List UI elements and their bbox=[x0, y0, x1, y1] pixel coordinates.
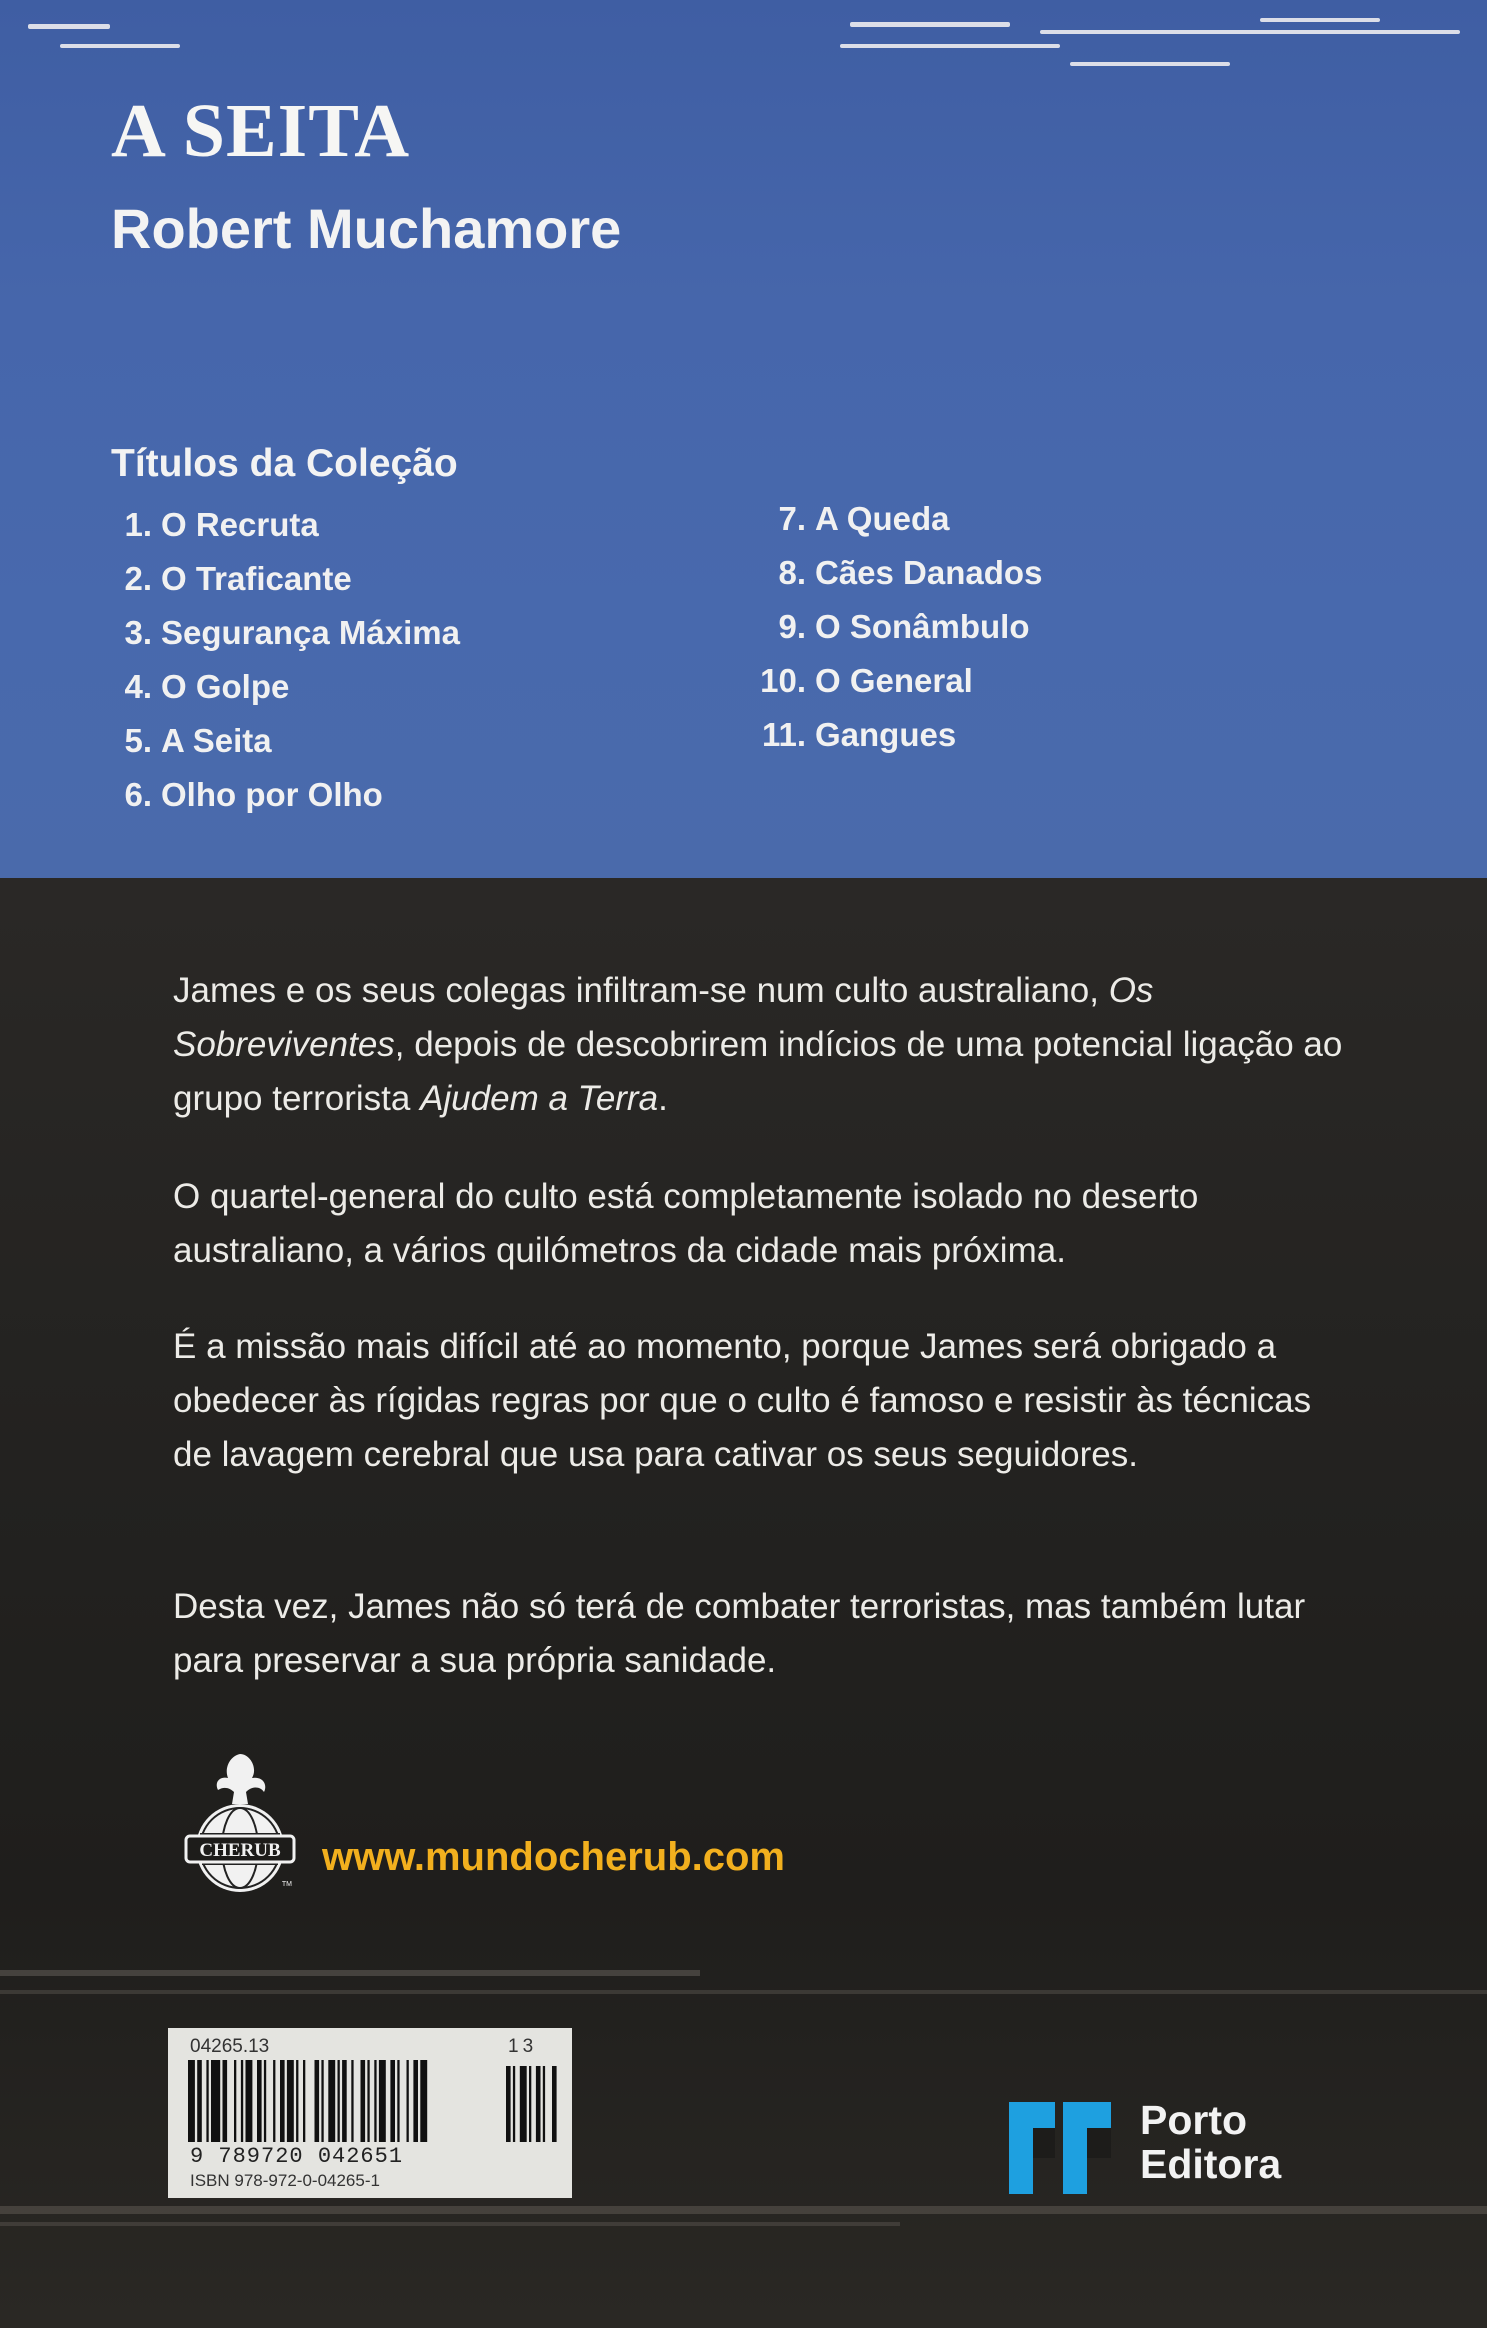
cherub-website-link[interactable]: www.mundocherub.com bbox=[322, 1835, 785, 1879]
barcode-bar bbox=[529, 2066, 531, 2142]
barcode-bar bbox=[296, 2060, 298, 2142]
barcode-icon bbox=[188, 2060, 558, 2142]
collection-item: 9. O Sonâmbulo bbox=[778, 608, 1030, 645]
barcode-bar bbox=[197, 2060, 202, 2142]
barcode-bar bbox=[273, 2060, 275, 2142]
decorative-streak bbox=[28, 24, 110, 29]
decorative-streak bbox=[0, 2206, 1487, 2214]
barcode-bar bbox=[361, 2060, 366, 2142]
isbn-label: ISBN 978-972-0-04265-1 bbox=[190, 2171, 380, 2190]
blurb-paragraph: Desta vez, James não só terá de combater terroristas, mas também lutar para preservar a sua própria sanidade. bbox=[173, 1587, 1306, 1680]
barcode-bar bbox=[367, 2060, 369, 2142]
decorative-streak bbox=[850, 22, 1010, 27]
barcode-bar bbox=[315, 2060, 320, 2142]
collection-item: 7. A Queda bbox=[778, 500, 950, 537]
collection-item: 10. O General bbox=[760, 662, 973, 699]
decorative-streak bbox=[60, 44, 180, 48]
decorative-streak bbox=[1260, 18, 1380, 22]
barcode-bar bbox=[379, 2060, 386, 2142]
barcode-bar bbox=[234, 2060, 236, 2142]
trademark-mark: TM bbox=[281, 1881, 292, 1888]
barcode-bar bbox=[321, 2060, 323, 2142]
barcode-bar bbox=[374, 2060, 376, 2142]
blurb-paragraph: James e os seus colegas infiltram-se num culto australiano, Os Sobreviventes, depois de descobrirem indícios de uma potencial ligação ao grupo terrorista Ajudem a Terra. bbox=[173, 971, 1343, 1118]
barcode-bar bbox=[536, 2066, 541, 2142]
porto-editora-logo-icon bbox=[1005, 2098, 1115, 2198]
blurb-paragraph: O quartel-general do culto está completamente isolado no deserto australiano, a vários quilómetros da cidade mais próxima. bbox=[173, 1177, 1199, 1270]
barcode-bar bbox=[246, 2060, 253, 2142]
barcode-bar bbox=[397, 2060, 399, 2142]
publisher-name: Porto Editora bbox=[1140, 2097, 1282, 2187]
collection-heading: Títulos da Coleção bbox=[111, 442, 458, 485]
barcode-bar bbox=[280, 2060, 285, 2142]
collection-item: 1. O Recruta bbox=[124, 506, 319, 543]
book-title: A SEITA bbox=[111, 89, 411, 173]
blurb-paragraph: É a missão mais difícil até ao momento, porque James será obrigado a obedecer às rígidas regras por que o culto é famoso e resistir às técnicas de lavagem cerebral que usa para cativar os seus seguidores. bbox=[173, 1327, 1312, 1474]
barcode-bar bbox=[188, 2060, 195, 2142]
decorative-streak bbox=[840, 44, 1060, 48]
decorative-streak bbox=[0, 2222, 900, 2226]
collection-list-right bbox=[750, 492, 1042, 762]
collection-list-left bbox=[111, 498, 460, 822]
collection-item: 3. Segurança Máxima bbox=[124, 614, 460, 651]
barcode-bar bbox=[211, 2060, 220, 2142]
barcode-bar bbox=[264, 2060, 266, 2142]
barcode-bar bbox=[351, 2060, 353, 2142]
decorative-streak bbox=[0, 1990, 1487, 1994]
collection-item: 4. O Golpe bbox=[124, 668, 290, 705]
collection-item: 2. O Traficante bbox=[124, 560, 352, 597]
collection-item: 6. Olho por Olho bbox=[124, 776, 383, 813]
product-code: 04265.13 bbox=[190, 2036, 270, 2057]
barcode-bar bbox=[338, 2060, 340, 2142]
top-blue-panel bbox=[0, 0, 1487, 878]
barcode-sticker bbox=[168, 2028, 572, 2198]
decorative-streak bbox=[0, 1970, 700, 1976]
product-code-suffix: 13 bbox=[508, 2036, 538, 2057]
barcode-bar bbox=[303, 2060, 305, 2142]
cherub-globe-logo-icon bbox=[180, 1746, 300, 1896]
decorative-streak bbox=[1040, 30, 1460, 34]
barcode-bar bbox=[543, 2066, 545, 2142]
author-name: Robert Muchamore bbox=[111, 197, 622, 260]
barcode-bar bbox=[552, 2066, 557, 2142]
barcode-bar bbox=[413, 2060, 418, 2142]
barcode-bar bbox=[506, 2066, 511, 2142]
cherub-logo-text: CHERUB bbox=[199, 1840, 281, 1861]
barcode-bar bbox=[257, 2060, 262, 2142]
collection-item: 8. Cães Danados bbox=[778, 554, 1043, 591]
barcode-bar bbox=[520, 2066, 527, 2142]
barcode-bar bbox=[328, 2060, 335, 2142]
collection-item: 11. Gangues bbox=[761, 716, 957, 753]
barcode-bar bbox=[287, 2060, 294, 2142]
barcode-bar bbox=[241, 2060, 243, 2142]
ean-number: 9 789720 042651 bbox=[190, 2144, 404, 2169]
decorative-streak bbox=[1070, 62, 1230, 66]
barcode-bar bbox=[342, 2060, 347, 2142]
barcode-bar bbox=[420, 2060, 427, 2142]
barcode-bar bbox=[390, 2060, 395, 2142]
barcode-bar bbox=[407, 2060, 409, 2142]
barcode-bar bbox=[206, 2060, 208, 2142]
barcode-bar bbox=[223, 2060, 228, 2142]
barcode-bar bbox=[513, 2066, 515, 2142]
collection-item: 5. A Seita bbox=[124, 722, 272, 759]
